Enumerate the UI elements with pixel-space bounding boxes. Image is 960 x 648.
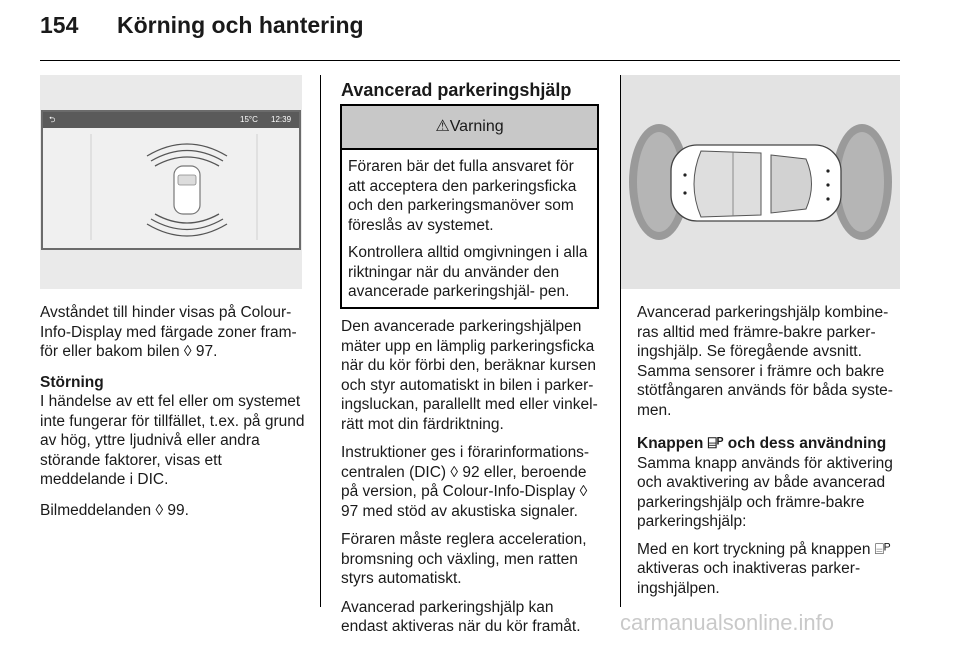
column-divider-1 xyxy=(320,75,321,607)
display-status-bar xyxy=(43,112,299,128)
car-icon xyxy=(174,166,200,214)
temperature-readout: 15°C xyxy=(240,115,258,124)
watermark: carmanualsonline.info xyxy=(620,610,835,635)
warning-paragraph-2: Kontrollera alltid omgivningen i alla riktningar när du använder den avancerade parkeringshjäl- pen. xyxy=(348,244,588,300)
header-rule xyxy=(40,60,900,61)
warning-paragraph-1: Föraren bär det fulla ansvaret för att acceptera den parkeringsficka och den parkeringsmanöver som föreslås av systemet. xyxy=(348,158,577,234)
paragraph-driver-control: Föraren måste reglera acceleration, bromsning och växling, men ratten styrs automatiskt. xyxy=(341,531,587,587)
car-sensor-figure xyxy=(621,75,900,289)
paragraph-storning: I händelse av ett fel eller om systemet inte fungerar för tillfället, t.ex. på grund av hög, yttre ljudnivå eller andra störande faktorer, visas ett meddelande i DIC. xyxy=(40,393,305,488)
paragraph-combined-assist: Avancerad parkeringshjälp kombine- ras alltid med främre-bakre parker- ingshjälp. Se föregående avsnitt. Samma sensorer i främre och bakre stötfångaren används för båda syste- men. xyxy=(637,304,893,419)
section-title: Avancerad parkeringshjälp xyxy=(341,80,572,100)
paragraph-forward-only: Avancerad parkeringshjälp kan endast aktiveras när du kör framåt. xyxy=(341,598,581,635)
back-icon: ⮌ xyxy=(49,115,56,124)
warning-header: ⚠Varning xyxy=(342,106,597,150)
page-number: 154 xyxy=(40,12,79,38)
heading-knappen: Knappen ⌸ᴾ och dess användning xyxy=(637,435,887,452)
warning-box xyxy=(340,104,599,309)
parking-zones-graphic xyxy=(43,128,299,248)
page-title: Körning och hantering xyxy=(117,12,364,38)
paragraph-short-press: Med en kort tryckning på knappen ⌸ᴾ aktiveras och inaktiveras parker- ingshjälpen. xyxy=(637,540,891,597)
paragraph-parking-pocket: Den avancerade parkeringshjälpen mäter upp en lämplig parkeringsficka när du kör förbi den, beräknar kursen och styr automatiskt in bilen i parker- ingsluckan, parallellt med eller vinkel- rätt mot din färdriktning. xyxy=(341,318,598,433)
car-top-view xyxy=(621,75,900,289)
time-readout: 12:39 xyxy=(271,115,292,124)
display-screen xyxy=(41,110,301,250)
heading-storning: Störning xyxy=(40,373,104,391)
paragraph-same-button: Samma knapp används för aktivering och avaktivering av både avancerad parkeringshjälp och främre-bakre parkeringshjälp: xyxy=(637,454,893,530)
paragraph-bilmeddelanden: Bilmeddelanden ◊ 99. xyxy=(40,501,189,519)
paragraph-distance-display: Avståndet till hinder visas på Colour-Info-Display med färgade zoner fram- för eller bakom bilen ◊ 97. xyxy=(40,304,297,360)
display-figure xyxy=(40,75,302,289)
paragraph-instructions: Instruktioner ges i förarinformations- centralen (DIC) ◊ 92 eller, beroende på version, på Colour-Info-Display ◊ 97 med stöd av akustiska signaler. xyxy=(341,444,590,520)
